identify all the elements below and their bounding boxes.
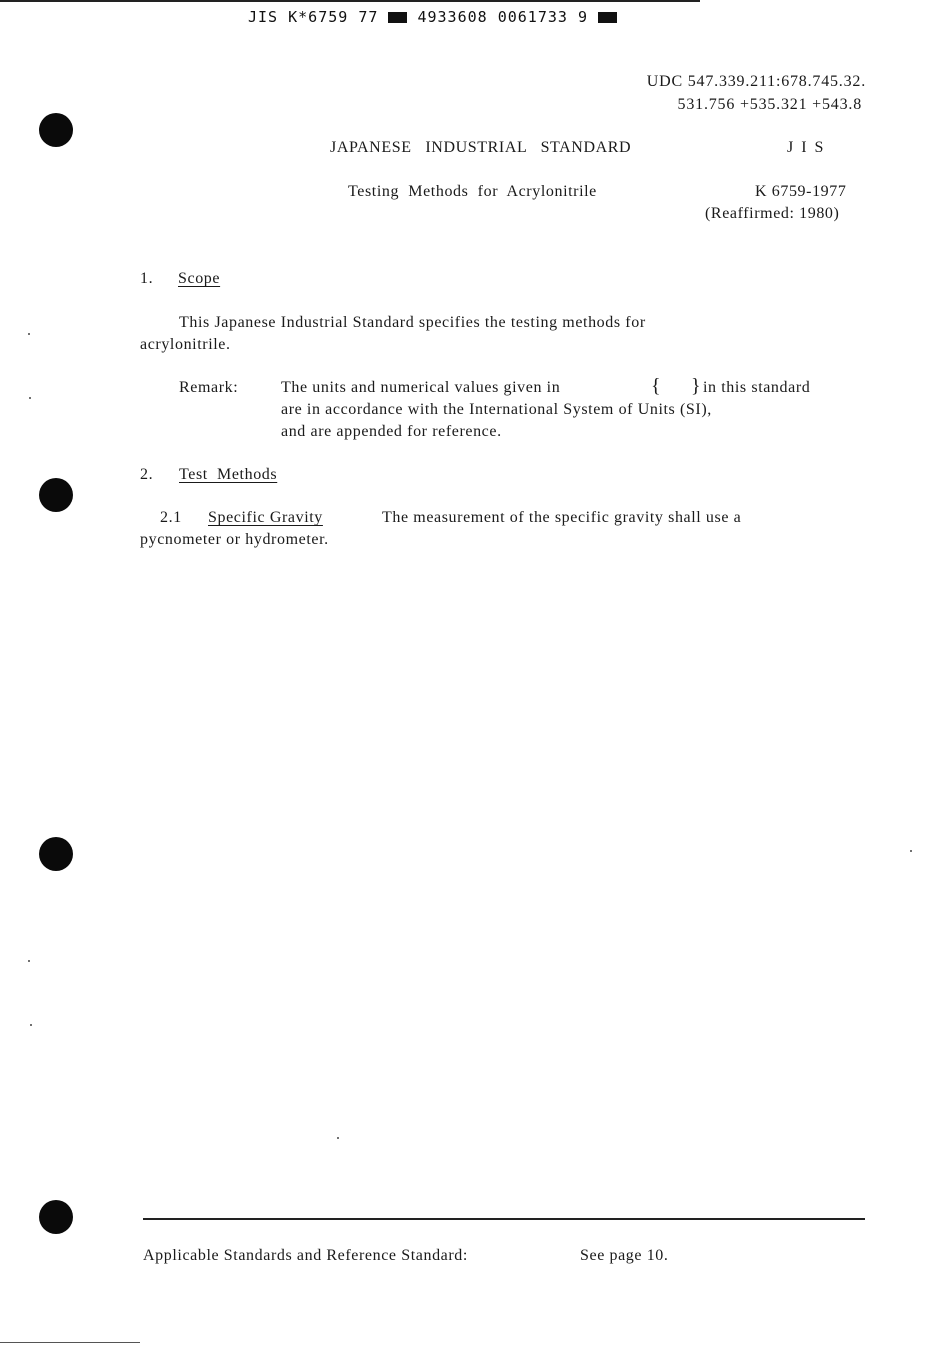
- remark-line-1-start: The units and numerical values given in: [281, 379, 561, 396]
- catalog-code-number: 4933608 0061733 9: [417, 8, 588, 26]
- remark-line-3: and are appended for reference.: [281, 423, 502, 440]
- scope-text-line-2: acrylonitrile.: [140, 336, 231, 353]
- scan-speck: [28, 960, 30, 962]
- bottom-edge-rule: [0, 1342, 140, 1343]
- reaffirmed-date: (Reaffirmed: 1980): [705, 205, 840, 222]
- remark-line-1-end: in this standard: [703, 379, 811, 396]
- section-1-heading: Scope: [178, 270, 221, 287]
- section-2-number: 2.: [140, 466, 154, 483]
- catalog-code-line: [248, 8, 617, 26]
- footer-reference: See page 10.: [580, 1247, 669, 1264]
- remark-line-2: are in accordance with the International System of Units (SI),: [281, 401, 712, 418]
- scan-speck: [337, 1137, 339, 1139]
- scan-speck: [29, 397, 31, 399]
- document-title: Testing Methods for Acrylonitrile: [348, 183, 597, 200]
- footer-label: Applicable Standards and Reference Standard:: [143, 1247, 468, 1264]
- subsection-2-1-number: 2.1: [160, 509, 182, 526]
- subsection-2-1-heading: Specific Gravity: [208, 509, 323, 526]
- remark-label: Remark:: [179, 379, 239, 396]
- standard-number: K 6759-1977: [755, 183, 847, 200]
- scan-speck: [910, 850, 912, 852]
- scan-speck: [28, 333, 30, 335]
- udc-line-1: UDC 547.339.211:678.745.32.: [646, 73, 866, 90]
- punch-hole: [39, 1200, 73, 1234]
- scan-speck: [30, 1024, 32, 1026]
- brace-close: }: [691, 375, 702, 397]
- top-edge-rule: [0, 0, 700, 2]
- specific-gravity-text-line-2: pycnometer or hydrometer.: [140, 531, 329, 548]
- jis-mark: J I S: [787, 139, 826, 156]
- standard-type: JAPANESE INDUSTRIAL STANDARD: [330, 139, 632, 156]
- section-2-heading: Test Methods: [179, 466, 278, 483]
- black-block-mark: [388, 12, 407, 23]
- specific-gravity-text-line-1: The measurement of the specific gravity shall use a: [382, 509, 742, 526]
- black-block-mark: [598, 12, 617, 23]
- punch-hole: [39, 837, 73, 871]
- punch-hole: [39, 113, 73, 147]
- section-1-number: 1.: [140, 270, 154, 287]
- brace-open: {: [651, 375, 662, 397]
- punch-hole: [39, 478, 73, 512]
- udc-line-2: 531.756 +535.321 +543.8: [677, 96, 862, 113]
- scope-text-line-1: This Japanese Industrial Standard specifies the testing methods for: [179, 314, 646, 331]
- footnote-rule: [143, 1218, 865, 1220]
- catalog-code-prefix: JIS K*6759 77: [248, 8, 379, 26]
